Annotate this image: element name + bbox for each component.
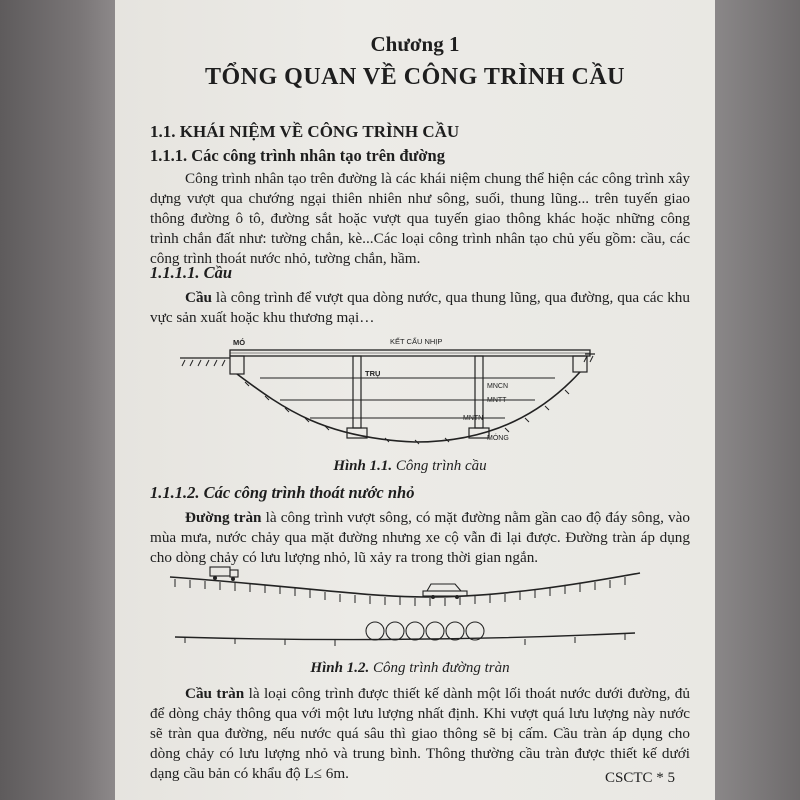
label-mong: MÓNG: [487, 435, 509, 442]
subheading-thoat-nuoc: 1.1.1.2. Các công trình thoát nước nhỏ: [150, 483, 415, 502]
duong-tran-paragraph: [150, 508, 690, 568]
figure2-caption-text: Công trình đường tràn: [369, 660, 510, 676]
figure1-caption-label: Hình 1.1.: [333, 458, 393, 474]
ford-diagram: [165, 565, 645, 655]
book-spine-shadow: [0, 0, 115, 800]
truck-icon: [210, 567, 238, 581]
label-mo: MÓ: [233, 338, 246, 347]
road-profile: [170, 573, 640, 597]
riverbed: [237, 372, 580, 442]
table-background: [715, 0, 800, 800]
cau-text: là công trình để vượt qua dòng nước, qua thung lũng, qua đường, qua các khu vực sản xuất hoặc khu thương mại…: [150, 289, 690, 326]
page-footer: CSCTC * 5: [605, 770, 676, 786]
ford-cross-section: [175, 633, 635, 640]
intro-paragraph: [150, 169, 690, 269]
cau-tran-paragraph: [150, 684, 690, 784]
chapter-heading: Chương 1: [370, 32, 460, 56]
label-mncn: MNCN: [487, 383, 508, 390]
figure1-caption: [115, 458, 705, 475]
duong-tran-term: Đường tràn: [185, 509, 262, 526]
abutment-left: [230, 356, 244, 374]
culvert-pipes-icon: [366, 622, 484, 640]
subsection-heading: 1.1.1. Các công trình nhân tạo trên đường: [150, 146, 445, 165]
cau-term: Cầu: [185, 289, 213, 306]
intro-text: Công trình nhân tạo trên đường là các khái niệm chung thể hiện các công trình xây dựng vượt qua chướng ngại thiên nhiên như sông, suối, thung lũng... trên tuyến giao thông đường ô tô, đường sắt hoặc vượt qua tuyến giao thông khác hoặc những công trình chắn đất như: tường chắn, kè...Các loại công trình nhân tạo chủ yếu gồm: cầu, các công trình thoát nước nhỏ, tường chắn, hầm.: [150, 170, 690, 267]
bridge-diagram: [175, 330, 595, 450]
chapter-title: TỔNG QUAN VỀ CÔNG TRÌNH CẦU: [205, 64, 625, 90]
book-page: [115, 0, 715, 800]
abutment-right: [573, 356, 587, 372]
subheading-cau: 1.1.1.1. Cầu: [150, 263, 233, 282]
section-heading: 1.1. KHÁI NIỆM VỀ CÔNG TRÌNH CẦU: [150, 122, 460, 141]
label-ket-cau-nhip: KẾT CẤU NHỊP: [390, 337, 443, 346]
cau-paragraph: [150, 288, 690, 328]
label-mntt: MNTT: [487, 397, 507, 404]
cau-tran-text: là loại công trình được thiết kế dành một lối thoát nước dưới đường, đủ để dòng chảy thông qua với một lưu lượng nhất định. Khi vượt quá lưu lượng này nước sẽ tràn qua đường, nếu nước quá sâu thì giao thông sẽ bị cấm. Cầu tràn áp dụng cho dòng chảy có lưu lượng nhỏ và trung bình. Thông thường cầu tràn được thiết kế dưới dạng cầu bản có khẩu độ L≤ 6m.: [150, 685, 690, 782]
pier-left: [353, 356, 361, 428]
figure1-caption-text: Công trình cầu: [392, 458, 487, 474]
cau-tran-term: Cầu tràn: [185, 685, 245, 702]
figure2-caption-label: Hình 1.2.: [310, 660, 370, 676]
label-mntn: MNTN: [463, 415, 484, 422]
figure2-caption: [115, 660, 705, 677]
duong-tran-text: là công trình vượt sông, có mặt đường nằm gần cao độ đáy sông, vào mùa mưa, nước chảy qua mặt đường nhưng xe cộ vẫn đi lại được. Đường tràn áp dụng cho dòng chảy có lưu lượng nhỏ, lũ xảy ra trong thời gian ngắn.: [150, 509, 690, 566]
label-tru: TRỤ: [365, 369, 381, 378]
